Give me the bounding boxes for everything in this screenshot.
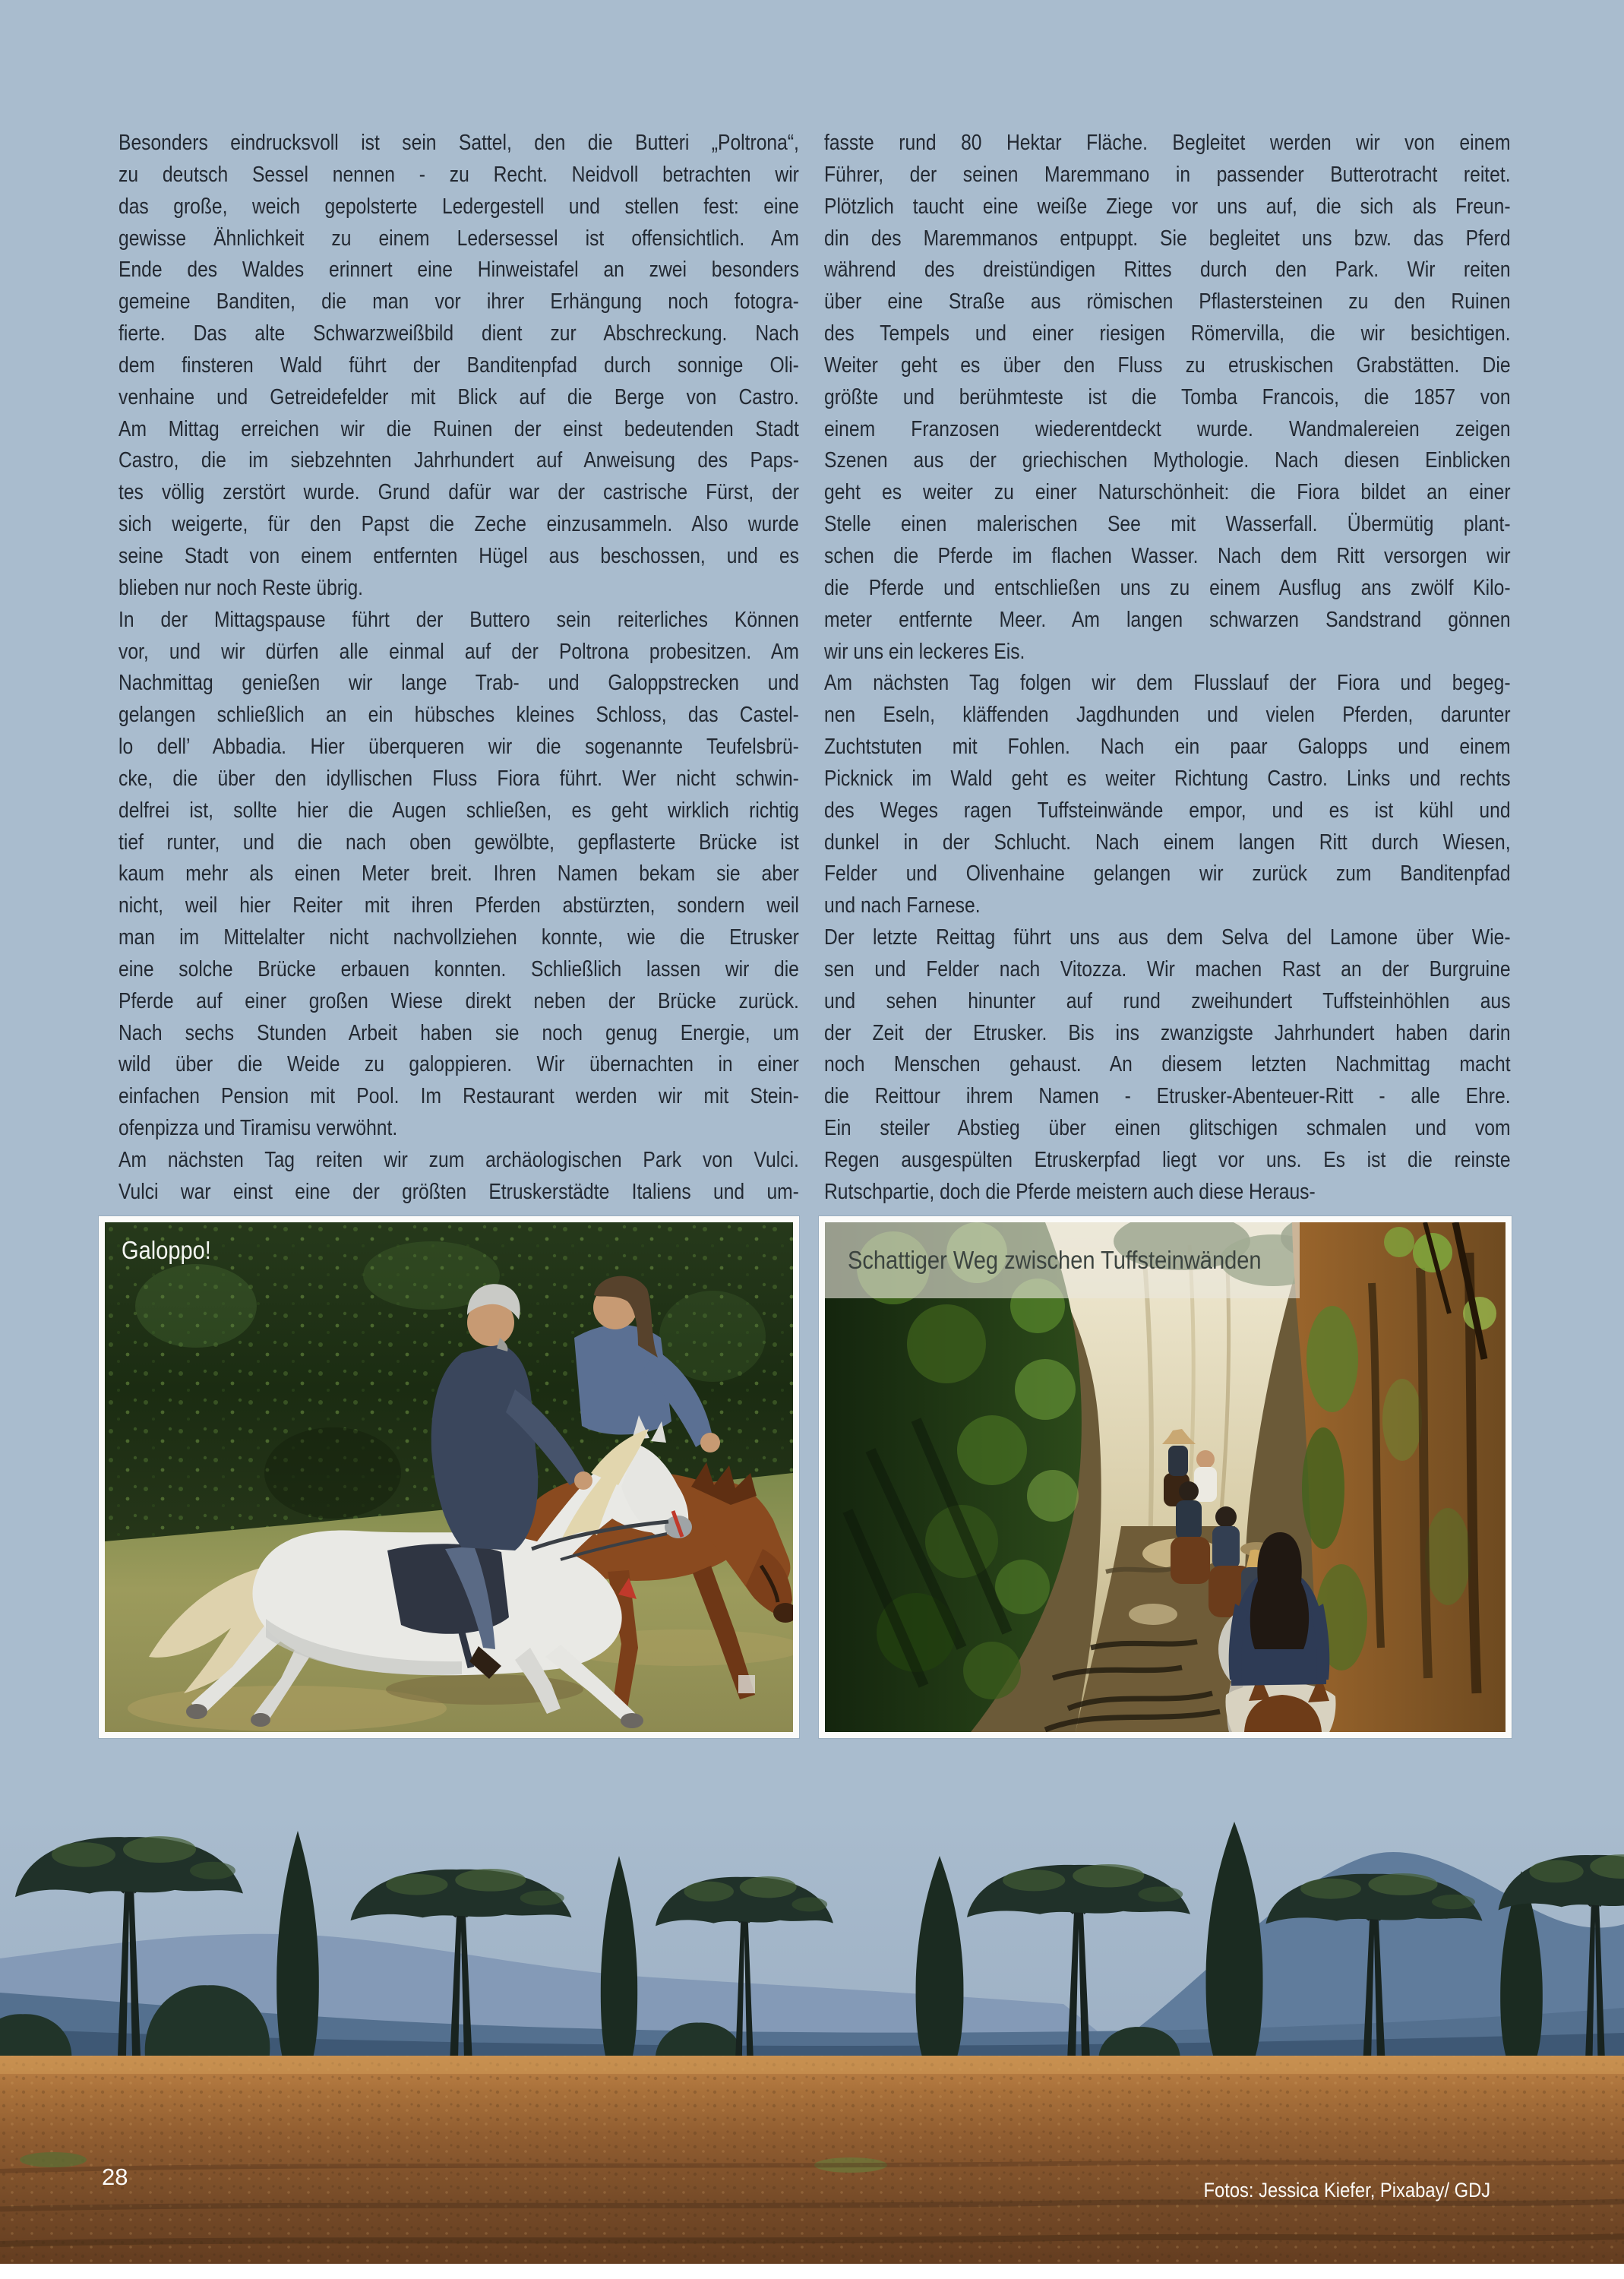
body-text-line: Besonders eindrucksvoll ist sein Sattel, den die Butteri „Poltrona“,	[118, 131, 799, 155]
body-text-line: cke, die über den idyllischen Fluss Fiora führt. Wer nicht schwin-	[118, 766, 799, 791]
photo-tuff-gorge	[819, 1216, 1512, 1738]
body-text-line: während des dreistündigen Rittes durch den Park. Wir reiten	[824, 258, 1511, 283]
body-text-line: Szenen aus der griechischen Mythologie. Nach diesen Einblicken	[824, 448, 1511, 473]
body-text-line: wild über die Weide zu galoppieren. Wir übernachten in einer	[118, 1052, 799, 1077]
page-number: 28	[102, 2164, 128, 2190]
body-text-line: das große, weich gepolsterte Ledergestell und stellen fest: eine	[118, 194, 799, 219]
body-text-line: Regen ausgespülten Etruskerpfad liegt vor uns. Es ist die reinste	[824, 1148, 1511, 1172]
body-text-line: Am nächsten Tag folgen wir dem Flusslauf der Fiora und begeg-	[824, 671, 1511, 696]
photo-caption-tuffsteinwaende: Schattiger Weg zwischen Tuffsteinwänden	[848, 1246, 1262, 1274]
body-text-line: noch Menschen gehaust. An diesem letzten Nachmittag macht	[824, 1052, 1511, 1077]
body-text-line: gemeine Banditen, die man vor ihrer Erhängung noch fotogra-	[118, 289, 799, 315]
body-text-line: Der letzte Reittag führt uns aus dem Selva del Lamone über Wie-	[824, 925, 1511, 950]
body-text-line: gewisse Ähnlichkeit zu einem Ledersessel ist offensichtlich. Am	[118, 226, 799, 251]
article-right-column	[824, 128, 1511, 1209]
body-text-line: die Reittour ihrem Namen - Etrusker-Abenteuer-Ritt - alle Ehre.	[824, 1084, 1511, 1109]
body-text-line: fasste rund 80 Hektar Fläche. Begleitet werden wir von einem	[824, 131, 1511, 155]
body-text-line: tief runter, und die nach oben gewölbte, gepflasterte Brücke ist	[118, 830, 799, 855]
body-text-line: dem finsteren Wald führt der Banditenpfad durch sonnige Oli-	[118, 352, 799, 378]
body-text-line: In der Mittagspause führt der Buttero sein reiterliches Können	[118, 607, 799, 632]
body-text-line: Führer, der seinen Maremmano in passender Butterotracht reitet.	[824, 162, 1511, 187]
body-text-line: Castro, die im siebzehnten Jahrhundert auf Anweisung des Paps-	[118, 448, 799, 473]
body-text-line: lo dell’ Abbadia. Hier überqueren wir die sogenannte Teufelsbrü-	[118, 735, 799, 760]
body-text-line: über eine Straße aus römischen Pflastersteinen zu den Ruinen	[824, 289, 1511, 315]
body-text-line: geht es weiter zu einer Naturschönheit: die Fiora bildet an einer	[824, 480, 1511, 505]
body-text-line: der Zeit der Etrusker. Bis ins zwanzigste Jahrhundert haben darin	[824, 1020, 1511, 1045]
galloping-horses-illustration	[105, 1222, 793, 1732]
body-text-line: delfrei ist, sollte hier die Augen schließen, es geht wirklich richtig	[118, 798, 799, 823]
body-text-line: Weiter geht es über den Fluss zu etruskischen Grabstätten. Die	[824, 352, 1511, 378]
body-text-line: die Pferde und entschließen uns zu einem Ausflug ans zwölf Kilo-	[824, 575, 1511, 600]
body-text-line: kaum mehr als einen Meter breit. Ihren Namen bekam sie aber	[118, 861, 799, 887]
body-text-line: Rutschpartie, doch die Pferde meistern auch diese Heraus-	[824, 1179, 1316, 1204]
body-text-line: Vulci war einst eine der größten Etruskerstädte Italiens und um-	[118, 1179, 799, 1204]
body-text-line: man im Mittelalter nicht nachvollziehen konnte, wie die Etrusker	[118, 925, 799, 950]
body-text-line: des Weges ragen Tuffsteinwände empor, und es ist kühl und	[824, 798, 1511, 823]
plowed-field	[0, 2056, 1624, 2264]
article-left-column	[118, 128, 799, 1209]
body-text-line: sen und Felder nach Vitozza. Wir machen Rast an der Burgruine	[824, 956, 1511, 981]
body-text-line: seine Stadt von einem entfernten Hügel aus beschossen, und es	[118, 543, 799, 568]
body-text-line: eine solche Brücke erbauen konnten. Schließlich lassen wir die	[118, 956, 799, 981]
gorge-illustration	[825, 1222, 1506, 1732]
body-text-line: Nachmittag genießen wir lange Trab- und Galoppstrecken und	[118, 671, 799, 696]
body-text-line: nen Eseln, kläffenden Jagdhunden und vielen Pferden, darunter	[824, 703, 1511, 728]
body-text-line: Zuchtstuten mit Fohlen. Nach ein paar Galopps und einem	[824, 735, 1511, 760]
body-text-line: vor, und wir dürfen alle einmal auf der Poltrona probesitzen. Am	[118, 639, 799, 664]
body-text-line: Ende des Waldes erinnert eine Hinweistafel an zwei besonders	[118, 258, 799, 283]
body-text-line: einfachen Pension mit Pool. Im Restaurant werden wir mit Stein-	[118, 1084, 799, 1109]
body-text-line: Am nächsten Tag reiten wir zum archäologischen Park von Vulci.	[118, 1148, 799, 1172]
body-text-line: blieben nur noch Reste übrig.	[118, 575, 364, 600]
body-text-line: wir uns ein leckeres Eis.	[824, 639, 1025, 664]
body-text-line: din des Maremmanos entpuppt. Sie begleitet uns bzw. das Pferd	[824, 226, 1511, 251]
photo-credit: Fotos: Jessica Kiefer, Pixabay/ GDJ	[1203, 2179, 1490, 2202]
body-text-line: dunkel in der Schlucht. Nach einem langen Ritt durch Wiesen,	[824, 830, 1511, 855]
body-text-line: Felder und Olivenhaine gelangen wir zurück zum Banditenpfad	[824, 861, 1511, 887]
body-text-line: einem Franzosen wiederentdeckt wurde. Wandmalereien zeigen	[824, 416, 1511, 441]
body-text-line: schen die Pferde im flachen Wasser. Nach dem Ritt versorgen wir	[824, 543, 1511, 568]
body-text-line: Nach sechs Stunden Arbeit haben sie noch genug Energie, um	[118, 1020, 799, 1045]
body-text-line: des Tempels und einer riesigen Römervilla, die wir besichtigen.	[824, 321, 1511, 346]
body-text-line: gelangen schließlich an ein hübsches kleines Schloss, das Castel-	[118, 703, 799, 728]
body-text-line: Picknick im Wald geht es weiter Richtung Castro. Links und rechts	[824, 766, 1511, 791]
photo-galloping-horses	[99, 1216, 799, 1738]
body-text-line: meter entfernte Meer. Am langen schwarzen Sandstrand gönnen	[824, 607, 1511, 632]
body-text-line: und nach Farnese.	[824, 893, 981, 918]
body-text-line: nicht, weil hier Reiter mit ihren Pferden abstürzten, sondern weil	[118, 893, 799, 918]
photo-caption-galoppo: Galoppo!	[122, 1236, 211, 1264]
body-text-line: Stelle einen malerischen See mit Wasserfall. Übermütig plant-	[824, 512, 1511, 537]
body-text-line: ofenpizza und Tiramisu verwöhnt.	[118, 1116, 398, 1141]
body-text-line: Plötzlich taucht eine weiße Ziege vor uns auf, die sich als Freun-	[824, 194, 1511, 219]
body-text-line: Ein steiler Abstieg über einen glitschigen schmalen und vom	[824, 1116, 1511, 1141]
body-text-line: Am Mittag erreichen wir die Ruinen der einst bedeutenden Stadt	[118, 416, 799, 441]
body-text-line: sich weigerte, für den Papst die Zeche einzusammeln. Also wurde	[118, 512, 799, 537]
body-text-line: Pferde auf einer großen Wiese direkt neben der Brücke zurück.	[118, 988, 799, 1013]
body-text-line: fierte. Das alte Schwarzweißbild dient zur Abschreckung. Nach	[118, 321, 799, 346]
body-text-line: zu deutsch Sessel nennen - zu Recht. Neidvoll betrachten wir	[118, 162, 799, 187]
body-text-line: tes völlig zerstört wurde. Grund dafür war der castrische Fürst, der	[118, 480, 799, 505]
body-text-line: venhaine und Getreidefelder mit Blick auf die Berge von Castro.	[118, 384, 799, 409]
body-text-line: und sehen hinunter auf rund zweihundert Tuffsteinhöhlen aus	[824, 988, 1511, 1013]
body-text-line: größte und berühmteste ist die Tomba Francois, die 1857 von	[824, 384, 1511, 409]
